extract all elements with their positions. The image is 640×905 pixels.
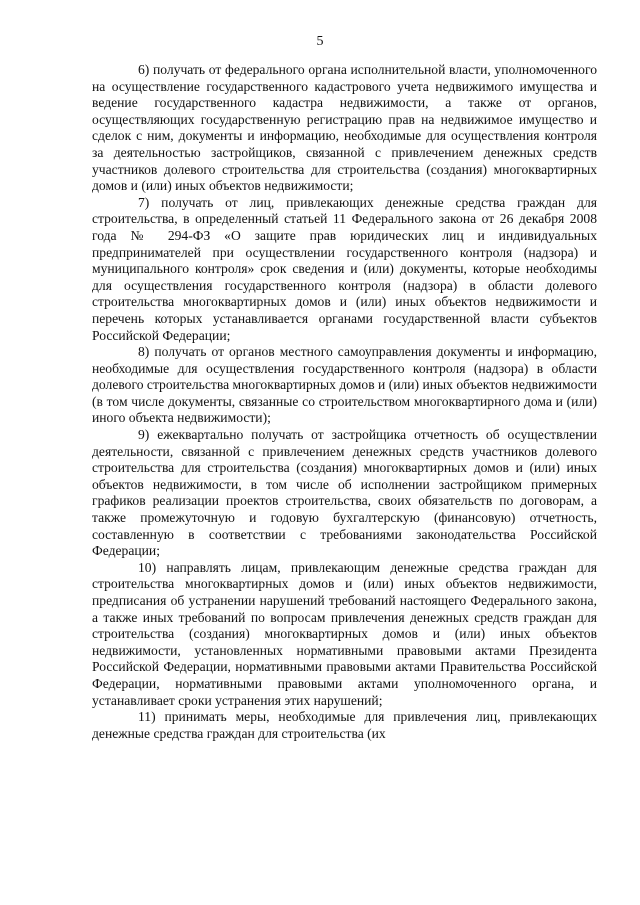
page-number: 5	[316, 34, 324, 49]
paragraph-item-7: 7) получать от лиц, привлекающих денежные средства граждан для строительства, в определенный статьей 11 Федерального закона от 26 декабря 2008 года № 294-ФЗ «О защите прав юридических лиц и индивидуальных предпринимателей при осуществлении государственного контроля (надзора) и муниципального контроля» срок сведения и (или) документы, которые необходимы для осуществления государственного контроля (надзора) в области долевого строительства многоквартирных домов и (или) иных объектов недвижимости и перечень которых устанавливается органами государственной власти субъектов Российской Федерации;	[92, 194, 597, 343]
document-body	[92, 62, 597, 742]
paragraph-item-9: 9) ежеквартально получать от застройщика отчетность об осуществлении деятельности, связанной с привлечением денежных средств участников долевого строительства для строительства (создания) многоквартирных домов и (или) иных объектов недвижимости, в том числе об исполнении застройщиком примерных графиков реализации проектов строительства, своих обязательств по договорам, а также промежуточную и годовую бухгалтерскую (финансовую) отчетность, составленную в соответствии с требованиями законодательства Российской Федерации;	[92, 427, 597, 559]
paragraph-item-8: 8) получать от органов местного самоуправления документы и информацию, необходимые для осуществления государственного контроля (надзора) в области долевого строительства многоквартирных домов и (или) иных объектов недвижимости (в том числе документы, связанные со строительством многоквартирного дома и (или) иного объекта недвижимости);	[92, 344, 597, 426]
paragraph-item-6: 6) получать от федерального органа исполнительной власти, уполномоченного на осуществление государственного кадастрового учета недвижимого имущества и ведение государственного кадастра недвижимости, а также от органов, осуществляющих государственную регистрацию прав на недвижимое имущество и сделок с ним, документы и информацию, необходимые для осуществления контроля за деятельностью застройщиков, связанной с привлечением денежных средств участников долевого строительства для строительства (создания) многоквартирных домов и (или) иных объектов недвижимости;	[92, 62, 597, 194]
paragraph-item-11: 11) принимать меры, необходимые для привлечения лиц, привлекающих денежные средства граждан для строительства (их	[92, 709, 597, 741]
paragraph-item-10: 10) направлять лицам, привлекающим денежные средства граждан для строительства многоквартирных домов и (или) иных объектов недвижимости, предписания об устранении нарушений требований настоящего Федерального закона, а также иных требований по вопросам привлечения денежных средств граждан для строительства (создания) многоквартирных домов и (или) иных объектов недвижимости, установленных нормативными правовыми актами Президента Российской Федерации, нормативными правовыми актами Правительства Российской Федерации, нормативными правовыми актами уполномоченного органа, и устанавливает сроки устранения этих нарушений;	[92, 559, 597, 708]
